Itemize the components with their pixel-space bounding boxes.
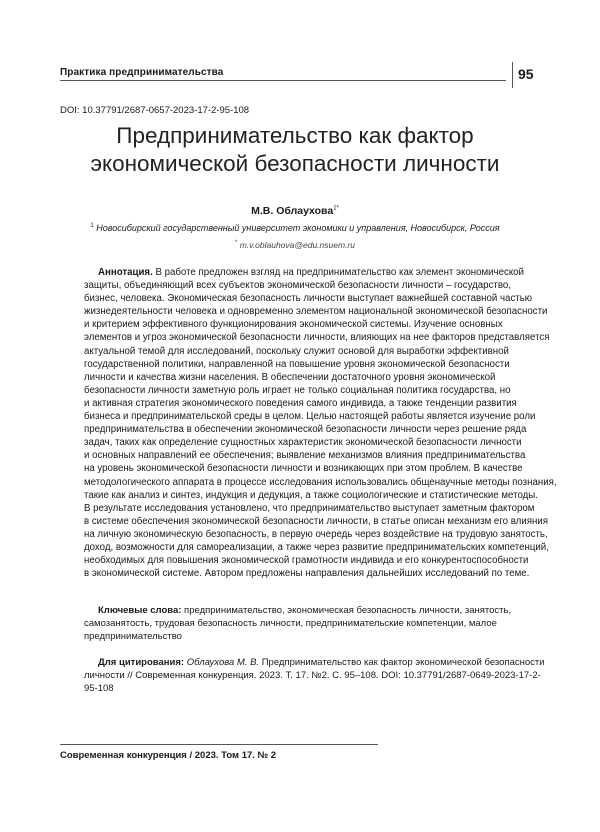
email-mark: * (235, 240, 238, 247)
keywords-line: самозанятость, трудовая безопасность личности, предпринимательские компетенции, малое (84, 618, 497, 630)
abstract (84, 266, 557, 580)
article-title (60, 122, 530, 178)
author-email (60, 240, 530, 250)
abstract-line: государственной политики, направленной на повышение уровня экономической безопасности (84, 358, 510, 370)
abstract-line: и критерием эффективного функционирования экономической системы. Изучение основных (84, 319, 503, 331)
citation-line: 95-108 (84, 683, 114, 695)
abstract-line: задач, таких как определение сущностных характеристик экономической безопасности личности (84, 437, 522, 449)
abstract-label: Аннотация. (98, 267, 153, 278)
author-marks: 1* (333, 205, 339, 212)
abstract-line: элементов и угроз экономической безопасности личности, влияющих на нее факторов представляется (84, 332, 550, 344)
abstract-line: жизнедеятельности человека и одновременно элементом национальной экономической безопасности (84, 306, 548, 318)
title-line: Предпринимательство как фактор (116, 123, 474, 148)
abstract-line: бизнес, человека. Экономическая безопасность личности выступает важнейшей составной частью (84, 293, 533, 305)
abstract-line: В результате исследования установлено, что предпринимательство выступает заметным фактором (84, 502, 535, 514)
abstract-line: предпринимательства в обеспечении экономической безопасности личности через решение ряда (84, 424, 527, 436)
abstract-line: в экономической системе. Автором предложены направления дальнейших исследований по теме. (84, 568, 530, 580)
keywords-label: Ключевые слова: (98, 605, 182, 616)
abstract-line: и основных направлений ее обеспечения; выявление механизмов влияния предпринимательства (84, 450, 526, 462)
abstract-line: на уровень экономической безопасности личности и возникающих при этом проблем. В качестве (84, 463, 523, 475)
page-number: 95 (518, 66, 534, 82)
citation-line: личности // Современная конкуренция. 2023. Т. 17. №2. С. 95–108. DOI: 10.37791/2687-0649-2023-17-2- (84, 670, 541, 682)
doi: DOI: 10.37791/2687-0657-2023-17-2-95-108 (60, 105, 250, 116)
abstract-line: методологического аппарата в процессе исследования использовались общенаучные методы познания, (84, 476, 557, 488)
abstract-line: такие как анализ и синтез, индукция и дедукция, а также социологические и статистические методы. (84, 489, 538, 501)
running-footer: Современная конкуренция / 2023. Том 17. № 2 (60, 750, 277, 761)
citation-line-text: Предпринимательство как фактор экономической безопасности (259, 657, 545, 668)
header-divider (512, 62, 513, 88)
title-line: экономической безопасности личности (90, 151, 500, 176)
affiliation (60, 223, 530, 233)
abstract-line: личности и качества жизни населения. В обеспечении достаточного уровня экономической (84, 371, 496, 383)
citation-authors: Облаухова М. В. (184, 657, 260, 668)
email-text: m.v.oblauhova@edu.nsuem.ru (239, 240, 355, 250)
author-name: М.В. Облаухова (251, 205, 334, 217)
abstract-line: необходимых для повышения экономической грамотности индивида и его конкурентоспособности (84, 555, 529, 567)
affiliation-text: Новосибирский государственный университет экономики и управления, Новосибирск, Россия (96, 223, 500, 233)
keywords-line-text: предпринимательство, экономическая безопасность личности, занятость, (181, 605, 512, 616)
abstract-line: доход, возможности для самореализации, а также через развитие предпринимательских компетенций, (84, 541, 549, 553)
abstract-line: бизнеса и предпринимательской среды в целом. Целью настоящей работы является изучение роли (84, 411, 536, 423)
affiliation-mark: 1 (90, 223, 94, 229)
abstract-line: безопасности личности заметную роль играет не только социальная политика государства, но (84, 384, 511, 396)
keywords (84, 604, 532, 643)
abstract-line: и активная стратегия экономического поведения самого индивида, а также тенденции развития (84, 397, 517, 409)
abstract-line: актуальной темой для исследований, поскольку служит основой для выработки эффективной (84, 345, 509, 357)
citation (84, 656, 545, 695)
abstract-line: на личную экономическую безопасность, в первую очередь через воздействие на трудовую занятость, (84, 528, 548, 540)
author (60, 205, 530, 217)
abstract-line: защиты, объединяющий всех субъектов экономической безопасности личности – государство, (84, 280, 511, 292)
running-header-section: Практика предпринимательства (60, 67, 224, 78)
citation-label: Для цитирования: (98, 657, 185, 668)
citation-line (84, 656, 545, 669)
abstract-line-text: В работе предложен взгляд на предпринимательство как элемент экономической (152, 267, 524, 278)
abstract-line: в системе обеспечения экономической безопасности личности, в статье описан механизм его влияния (84, 515, 548, 527)
keywords-line (84, 604, 532, 617)
keywords-line: предпринимательство (84, 631, 182, 643)
header-rule (60, 80, 506, 81)
abstract-line (84, 266, 532, 279)
footer-rule (60, 744, 378, 745)
